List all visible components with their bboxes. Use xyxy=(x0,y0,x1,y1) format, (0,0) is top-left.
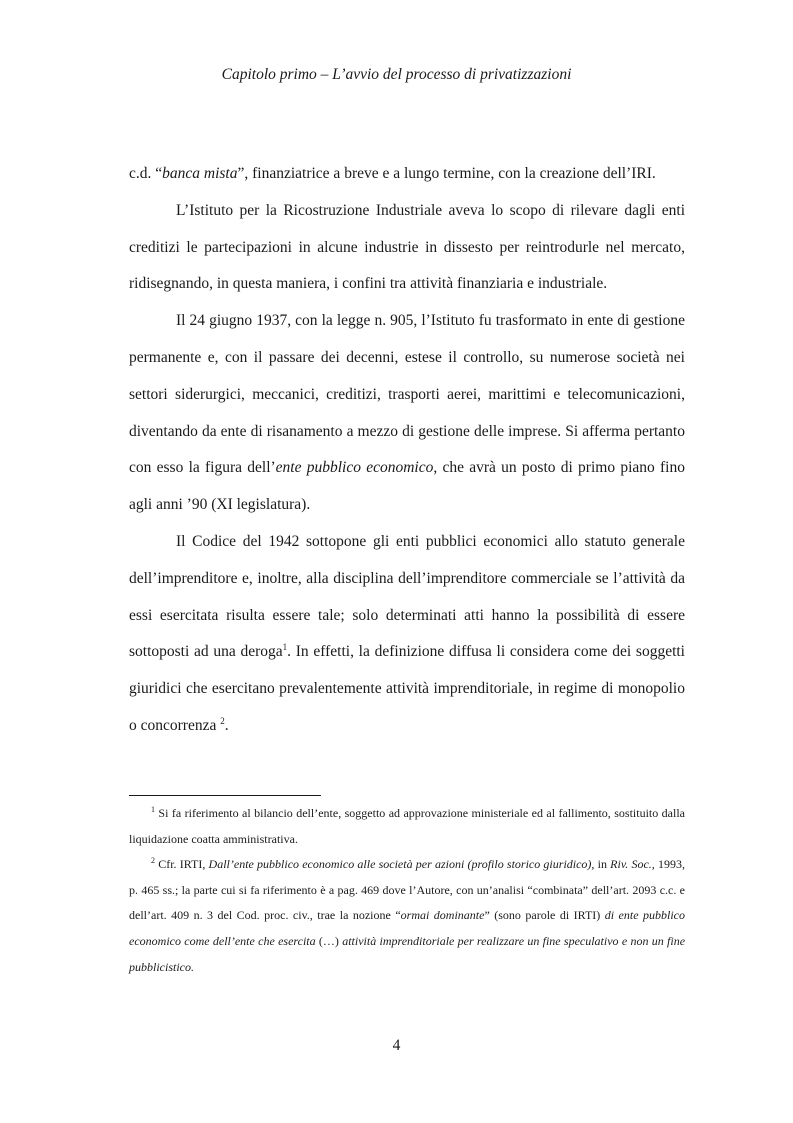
footnote-1 xyxy=(129,801,685,852)
footnote-2-number: 2 xyxy=(151,856,155,866)
paragraph-3-text-c: , che avrà un posto di primo piano fino agli anni ’90 (XI legislatura). xyxy=(129,459,685,514)
body-text xyxy=(129,156,685,745)
footnote-1-number: 1 xyxy=(151,805,155,814)
footnote-2-italic-quote: ormai dominante xyxy=(400,908,485,923)
paragraph-1 xyxy=(129,156,685,193)
paragraph-3-text-a: Il 24 giugno 1937, con la legge n. 905, l’Istituto fu trasformato in ente di gestione permanente e, con il passare dei decenni, estese il controllo, su numerose società nei settori siderurgici, meccanici, creditizi, trasporti aerei, marittimi e telecomunicazioni, diventando da ente di risanamento a mezzo di gestione delle imprese. Si afferma pertanto con esso la figura dell’ xyxy=(129,312,685,477)
footnote-ref-2[interactable]: 2 xyxy=(220,715,225,726)
paragraph-1-text-c: ”, finanziatrice a breve e a lungo termine, con la creazione dell’IRI. xyxy=(237,165,656,182)
footnote-2-italic-h: di ente pubblico economico come dell’ente che esercita xyxy=(129,908,685,948)
paragraph-3 xyxy=(129,303,685,524)
footnote-2-text-e: 1993, p. 465 ss.; la parte cui si fa riferimento è a pag. 469 dove l’Autore, con un’analisi “combinata” dell’art. 2093 c.c. e dell’art. 409 n. 3 del Cod. proc. civ., trae la nozione “ xyxy=(129,857,685,923)
footnote-ref-1[interactable]: 1 xyxy=(282,642,288,653)
footnote-2-italic-j: attività imprenditoriale per realizzare un fine speculativo e non un fine pubblicistico. xyxy=(129,933,686,974)
footnote-2 xyxy=(129,852,685,980)
paragraph-3-italic-term: ente pubblico economico xyxy=(275,459,434,477)
paragraph-1-italic-term: banca mista xyxy=(162,165,238,182)
page-number: 4 xyxy=(392,1037,401,1054)
paragraph-4-text-b: . In effetti, la definizione diffusa li considera come dei soggetti giuridici che esercitano prevalentemente attività imprenditoriale, in regime di monopolio o concorrenza xyxy=(129,643,685,734)
paragraph-4-text-a: Il Codice del 1942 sottopone gli enti pubblici economici allo statuto generale dell’imprenditore e, inoltre, alla disciplina dell’imprenditore commerciale se l’attività da essi esercitata risulta essere tale; solo determinati atti hanno la possibilità di essere sottoposti ad una deroga xyxy=(129,532,685,661)
footnote-2-journal: Riv. Soc., xyxy=(610,857,655,872)
paragraph-4 xyxy=(129,524,685,745)
footnote-1-text: Si fa riferimento al bilancio dell’ente, soggetto ad approvazione ministeriale ed al fallimento, sostituito dalla liquidazione coatta amministrativa. xyxy=(129,806,685,846)
footnote-separator xyxy=(129,795,321,796)
footnote-2-cited-title: Dall’ente pubblico economico alle società per azioni (profilo storico giuridico), xyxy=(208,857,595,872)
footnote-2-text-c: in xyxy=(594,857,611,872)
running-header: Capitolo primo – L’avvio del processo di privatizzazioni xyxy=(221,66,572,83)
paragraph-1-text-a: c.d. “ xyxy=(129,165,163,182)
paragraph-2: L’Istituto per la Ricostruzione Industriale aveva lo scopo di rilevare dagli enti creditizi le partecipazioni in alcune industrie in dissesto per reintrodurle nel mercato, ridisegnando, in questa maniera, i confini tra attività finanziaria e industriale. xyxy=(129,201,685,293)
footnote-2-text-g: ” (sono parole di IRTI) xyxy=(484,908,605,923)
paragraph-4-text-c: . xyxy=(224,716,229,734)
footnotes xyxy=(129,801,685,980)
footnote-2-text-a: Cfr. IRTI, xyxy=(155,857,209,872)
footnote-2-text-i: (…) xyxy=(315,933,343,948)
